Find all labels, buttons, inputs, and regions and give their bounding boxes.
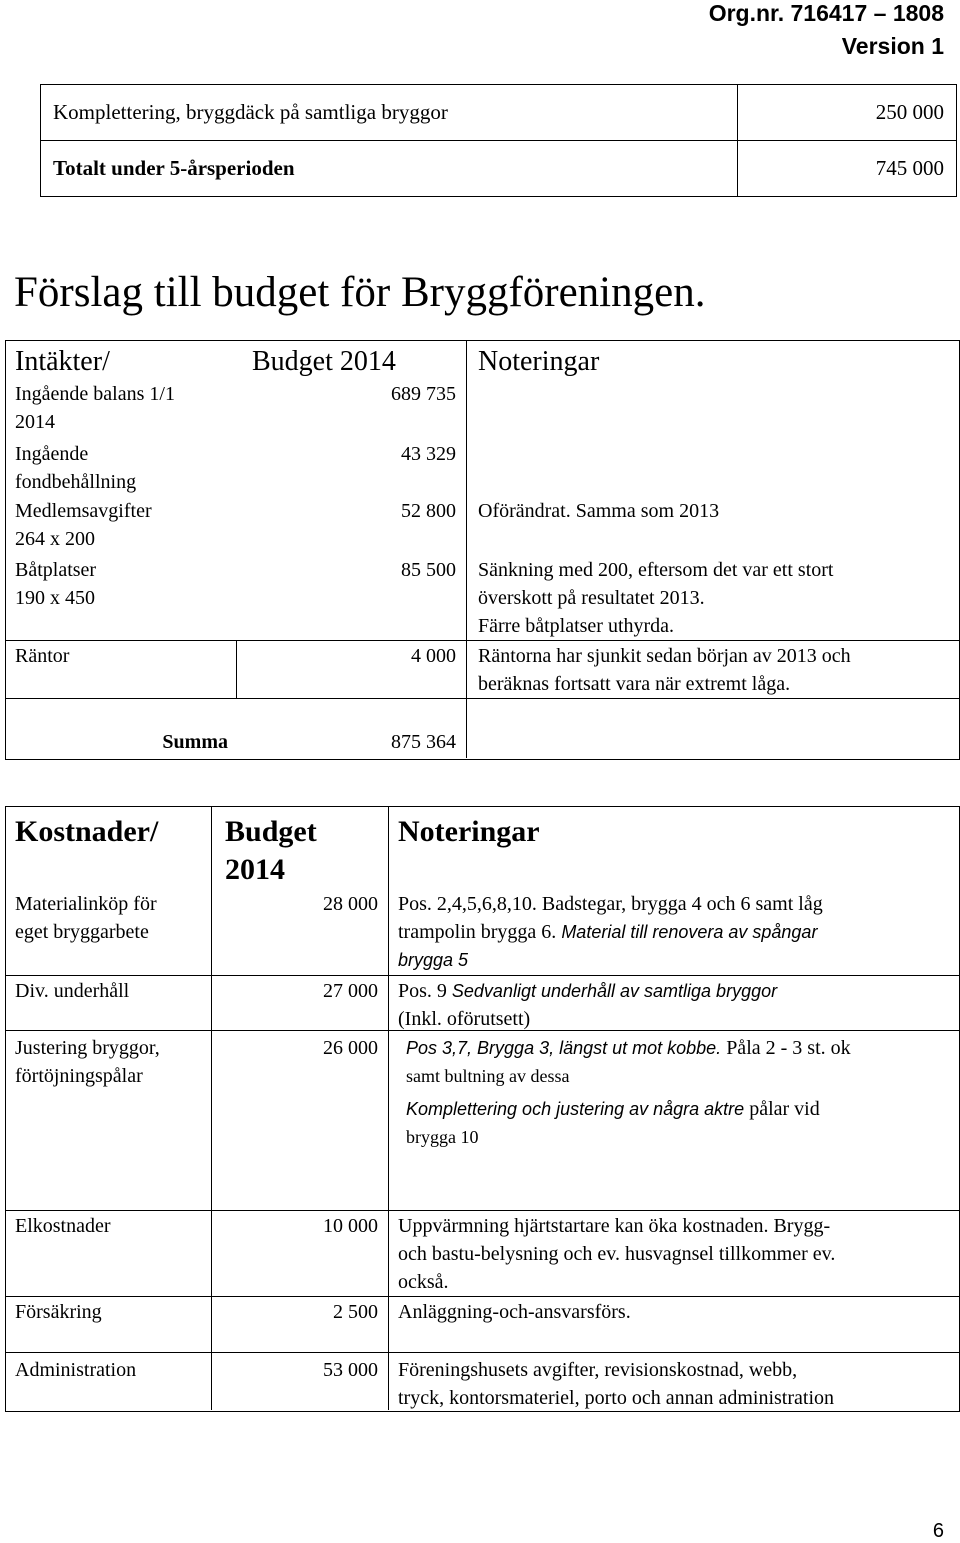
page-number: 6 [932, 1520, 944, 1542]
income-value: 43 329 [401, 443, 456, 465]
cost-note [406, 1034, 851, 1062]
notes-col-header: Noteringar [398, 815, 540, 848]
cost-note: brygga 5 [398, 950, 469, 970]
income-label: Räntor [15, 645, 70, 667]
cost-note: också. [398, 1271, 449, 1293]
row-label: Komplettering, bryggdäck på samtliga bryggor [41, 85, 738, 141]
income-label: 190 x 450 [15, 587, 95, 609]
sum-value: 875 364 [391, 731, 456, 753]
income-value: 4 000 [411, 645, 456, 667]
cost-note-part: Material till renovera av spångar [561, 922, 818, 942]
income-label: 264 x 200 [15, 528, 95, 550]
cost-note-part: Sedvanligt underhåll av samtliga bryggor [451, 981, 778, 1001]
income-value: 689 735 [391, 383, 456, 405]
org-number: Org.nr. 716417 – 1808 [708, 0, 944, 26]
cost-value: 26 000 [323, 1037, 378, 1059]
income-note: överskott på resultatet 2013. [478, 587, 705, 609]
income-label: Medlemsavgifter [15, 500, 152, 522]
income-value: 85 500 [401, 559, 456, 581]
budget-col-header: Budget 2014 [252, 346, 396, 377]
page-title: Förslag till budget för Bryggföreningen. [14, 269, 706, 316]
cost-note [398, 918, 817, 946]
table-row [41, 85, 957, 141]
cost-note [406, 1095, 820, 1123]
income-value: 52 800 [401, 500, 456, 522]
cost-note-part: pålar vid [744, 1098, 820, 1120]
cost-note: tryck, kontorsmateriel, porto och annan administration [398, 1387, 834, 1409]
cost-label: Elkostnader [15, 1215, 111, 1237]
income-label: 2014 [15, 411, 55, 433]
cost-note: (Inkl. oförutsett) [398, 1008, 531, 1030]
cost-note: samt bultning av dessa [406, 1066, 570, 1086]
cost-note: Anläggning-och-ansvarsförs. [398, 1301, 631, 1323]
income-label: fondbehållning [15, 471, 137, 493]
income-note: Räntorna har sjunkit sedan början av 2013 och [478, 645, 851, 667]
cost-note-part: Komplettering och justering av några aktre [406, 1099, 745, 1119]
row-value: 250 000 [738, 85, 957, 141]
income-note: Färre båtplatser uthyrda. [478, 615, 675, 637]
cost-note: Pos. 2,4,5,6,8,10. Badstegar, brygga 4 och 6 samt låg [398, 893, 823, 915]
cost-note-part: Pos. 9 [398, 980, 452, 1002]
cost-label: Materialinköp för [15, 893, 157, 915]
income-label: Ingående [15, 443, 89, 465]
cost-note [398, 977, 777, 1005]
cost-note-part: trampolin brygga 6. [398, 921, 562, 943]
cost-note: Uppvärmning hjärtstartare kan öka kostnaden. Brygg- [398, 1215, 831, 1237]
cost-note: brygga 10 [406, 1127, 479, 1147]
cost-note-part: Påla 2 - 3 st. ok [721, 1037, 851, 1059]
row-value: 745 000 [738, 141, 957, 197]
version-label: Version 1 [841, 33, 944, 59]
cost-label: Justering bryggor, [15, 1037, 160, 1059]
cost-label: eget bryggarbete [15, 921, 149, 943]
notes-col-header: Noteringar [478, 346, 600, 377]
income-col-header: Intäkter/ [15, 346, 110, 377]
cost-note: och bastu-belysning och ev. husvagnsel tillkommer ev. [398, 1243, 836, 1265]
top-table [40, 84, 957, 197]
income-note: Oförändrat. Samma som 2013 [478, 500, 720, 522]
budget-col-header: Budget [225, 815, 317, 848]
cost-note: Föreningshusets avgifter, revisionskostnad, webb, [398, 1359, 798, 1381]
cost-value: 27 000 [323, 980, 378, 1002]
budget-col-header-year: 2014 [225, 853, 285, 886]
sum-label: Summa [162, 731, 228, 753]
table-row [41, 141, 957, 197]
costs-col-header: Kostnader/ [15, 815, 159, 848]
cost-note-part: Pos 3,7, Brygga 3, längst ut mot kobbe. [406, 1038, 722, 1058]
income-label: Ingående balans 1/1 [15, 383, 175, 405]
income-label: Båtplatser [15, 559, 97, 581]
cost-value: 2 500 [333, 1301, 378, 1323]
cost-label: Administration [15, 1359, 137, 1381]
income-note: Sänkning med 200, eftersom det var ett stort [478, 559, 834, 581]
cost-label: Div. underhåll [15, 980, 130, 1002]
row-label: Totalt under 5-årsperioden [41, 141, 738, 197]
cost-value: 53 000 [323, 1359, 378, 1381]
cost-label: förtöjningspålar [15, 1065, 143, 1087]
cost-value: 10 000 [323, 1215, 378, 1237]
cost-value: 28 000 [323, 893, 378, 915]
income-note: beräknas fortsatt vara när extremt låga. [478, 673, 791, 695]
cost-label: Försäkring [15, 1301, 102, 1323]
